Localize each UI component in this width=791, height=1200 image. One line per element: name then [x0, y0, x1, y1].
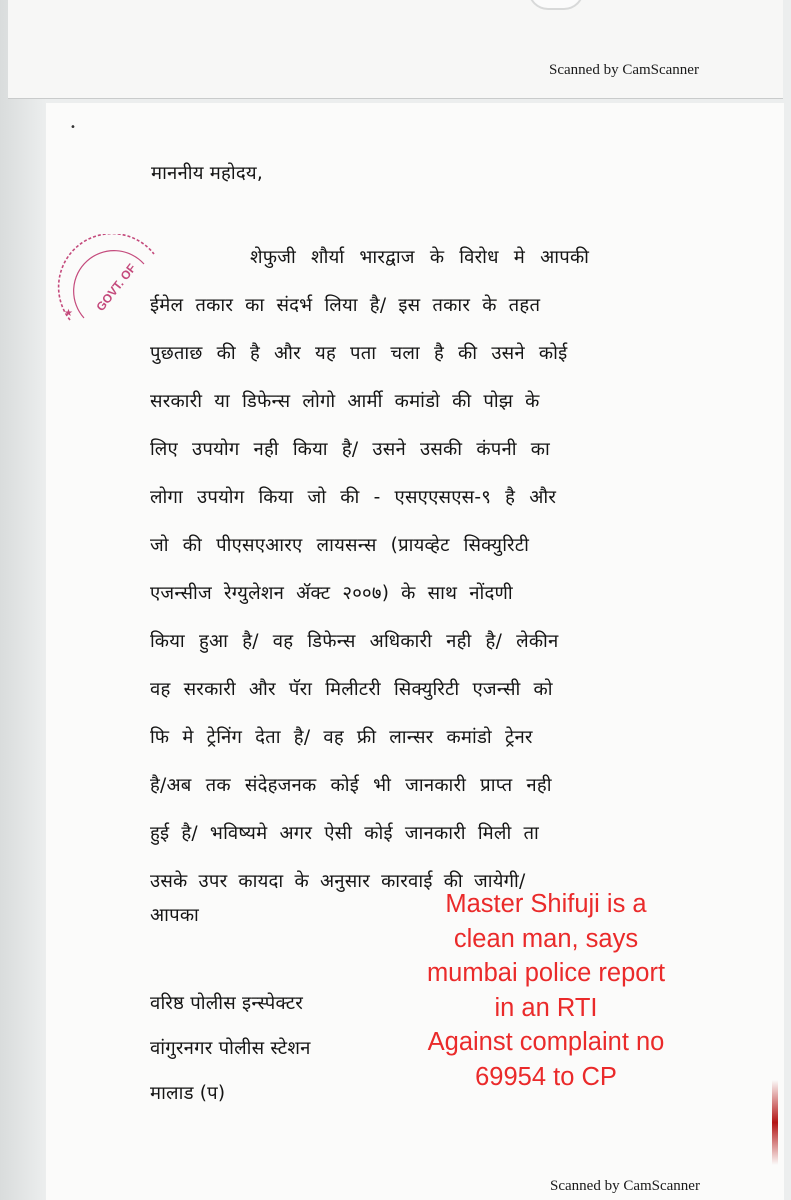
letter-line: किया हुआ है/ वह डिफेन्स अधिकारी नही है/ लेकीन — [150, 631, 559, 652]
letter-line: एजन्सीज रेग्युलेशन ॲक्ट २००७) के साथ नोंदणी — [150, 583, 513, 604]
signature-location: मालाड (प) — [150, 1083, 226, 1104]
letter-line: ईमेल तकार का संदर्भ लिया है/ इस तकार के तहत — [150, 295, 541, 316]
letter-line: वह सरकारी और पॅरा मिलीटरी सिक्युरिटी एजन्सी को — [150, 679, 553, 700]
caption-line: in an RTI — [494, 993, 598, 1022]
letter-line: उसके उपर कायदा के अनुसार कारवाई की जायेगी/ — [150, 871, 526, 892]
letter-line: जो की पीएसएआरए लायसन्स (प्रायव्हेट सिक्युरिटी — [150, 535, 530, 556]
scanner-watermark-top: Scanned by CamScanner — [549, 62, 699, 78]
salutation: माननीय महोदय, — [151, 163, 263, 184]
scanner-watermark-bottom: Scanned by CamScanner — [550, 1178, 700, 1194]
scan-speck: • — [70, 122, 76, 133]
signature-title: वरिष्ठ पोलीस इन्स्पेक्टर — [150, 993, 304, 1014]
caption-line: Master Shifuji is a — [445, 890, 647, 918]
stamp-text: GOVT. OF — [93, 261, 139, 314]
caption-overlay — [396, 887, 696, 1094]
signature-station: वांगुरनगर पोलीस स्टेशन — [150, 1038, 311, 1059]
caption-line: clean man, says — [453, 924, 639, 953]
edge-mark — [772, 1080, 778, 1165]
closing: आपका — [150, 905, 200, 926]
letter-line: फि मे ट्रेनिंग देता है/ वह फ्री लान्सर कमांडो ट्रेनर — [150, 727, 533, 748]
caption-line: mumbai police report — [426, 959, 666, 987]
letter-line: पुछताछ की है और यह पता चला है की उसने कोई — [150, 343, 568, 364]
letter-line: लिए उपयोग नही किया है/ उसने उसकी कंपनी का — [150, 439, 550, 460]
letter-line: सरकारी या डिफेन्स लोगो आर्मी कमांडो की पोझ के — [150, 391, 540, 412]
previous-page-strip — [8, 0, 783, 99]
government-stamp — [56, 234, 160, 338]
scan-shadow — [0, 0, 46, 1200]
svg-text:★: ★ — [64, 308, 73, 319]
letter-line: लोगा उपयोग किया जो की - एसएएसएस-९ है और — [150, 487, 557, 508]
caption-line: 69954 to CP — [475, 1062, 617, 1091]
letter-line: शेफुजी शौर्या भारद्वाज के विरोध मे आपकी — [250, 247, 590, 268]
letter-line: है/अब तक संदेहजनक कोई भी जानकारी प्राप्त नही — [150, 775, 552, 796]
letter-line: हुई है/ भविष्यमे अगर ऐसी कोई जानकारी मिली ता — [150, 823, 540, 844]
caption-line: Against complaint no — [427, 1028, 665, 1056]
